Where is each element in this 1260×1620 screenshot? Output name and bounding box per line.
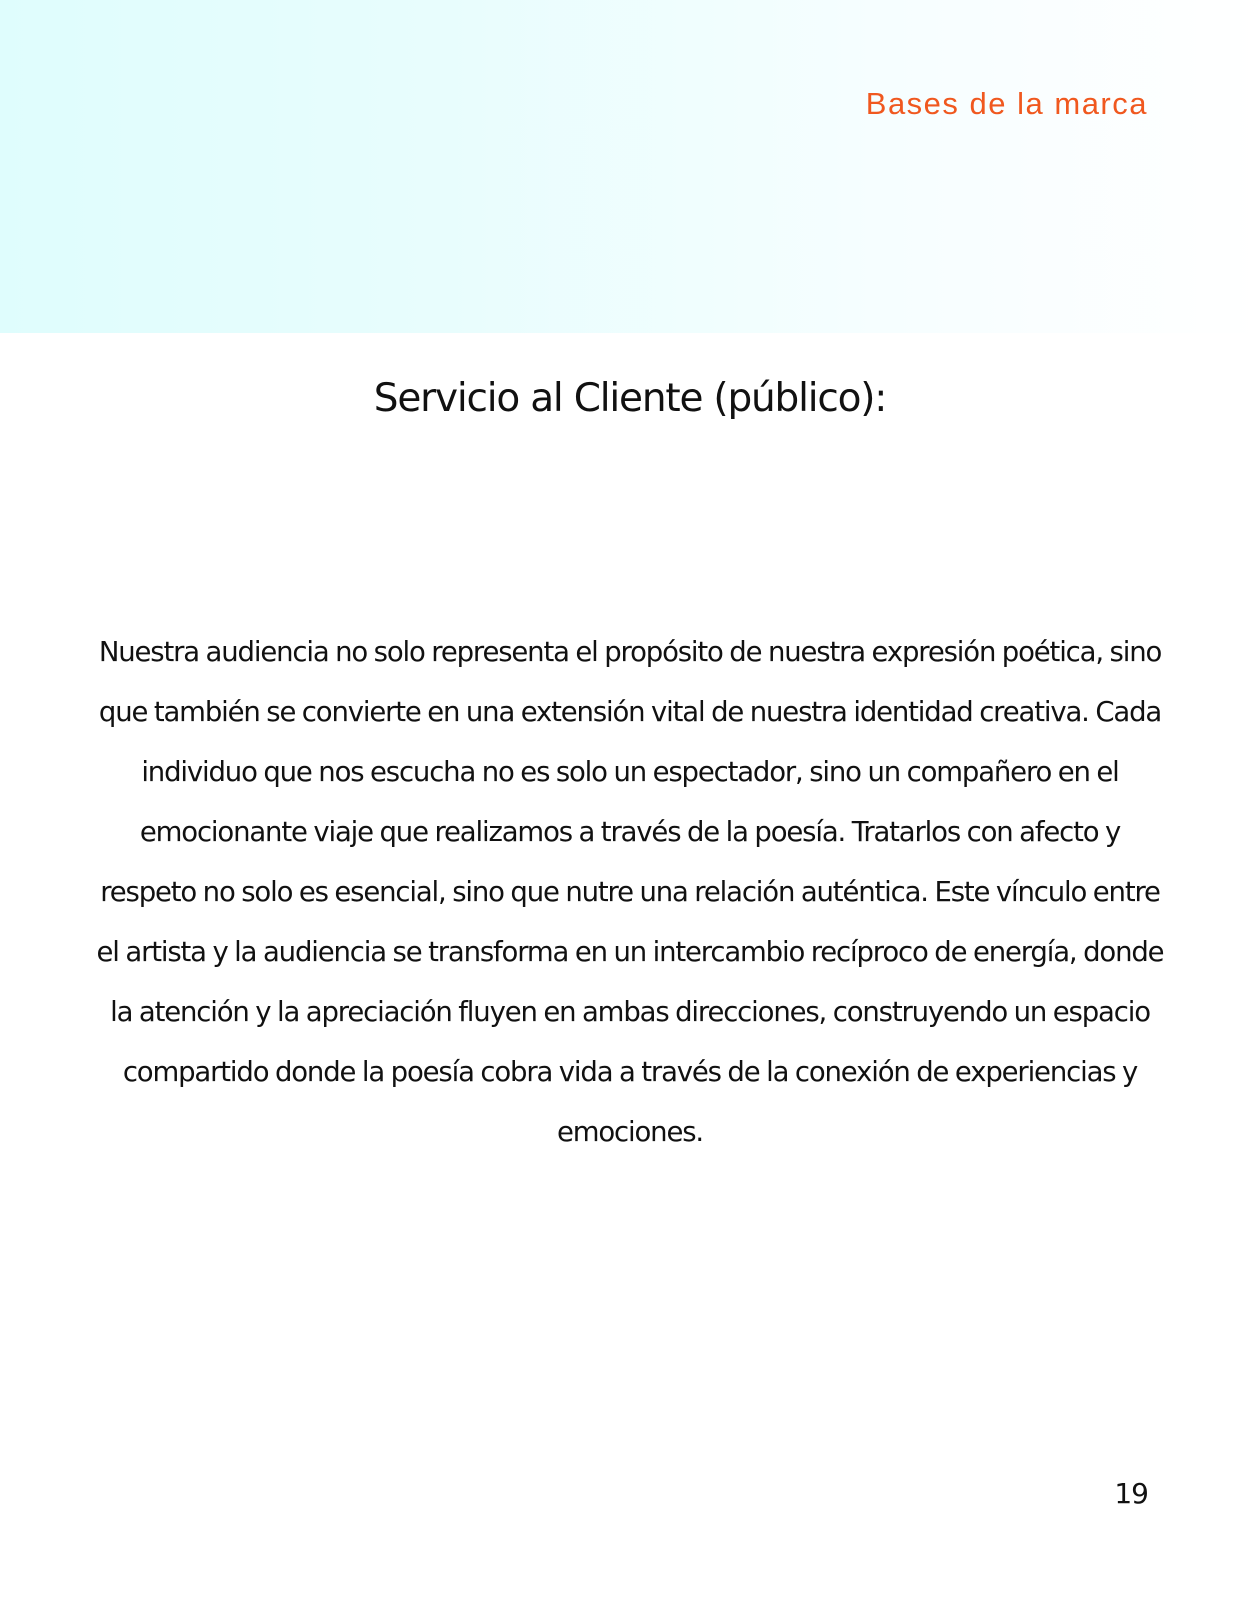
- section-label: Bases de la marca: [865, 86, 1148, 121]
- body-paragraph: Nuestra audiencia no solo representa el propósito de nuestra expresión poética, sino que también se convierte en una extensión vital de nuestra identidad creativa. Cada individuo que nos escucha no es solo un espectador, sino un compañero en el emocionante viaje que realizamos a través de la poesía. Tratarlos con afecto y respeto no solo es esencial, sino que nutre una relación auténtica. Este vínculo entre el artista y la audiencia se transforma en un intercambio recíproco de energía, donde la atención y la apreciación fluyen en ambas direcciones, construyendo un espacio compartido donde la poesía cobra vida a través de la conexión de experiencias y emociones.: [96, 636, 1164, 1148]
- page-number: 19: [1114, 1477, 1148, 1510]
- page-title: Servicio al Cliente (público):: [373, 376, 887, 421]
- header-gradient-band: [0, 0, 1260, 333]
